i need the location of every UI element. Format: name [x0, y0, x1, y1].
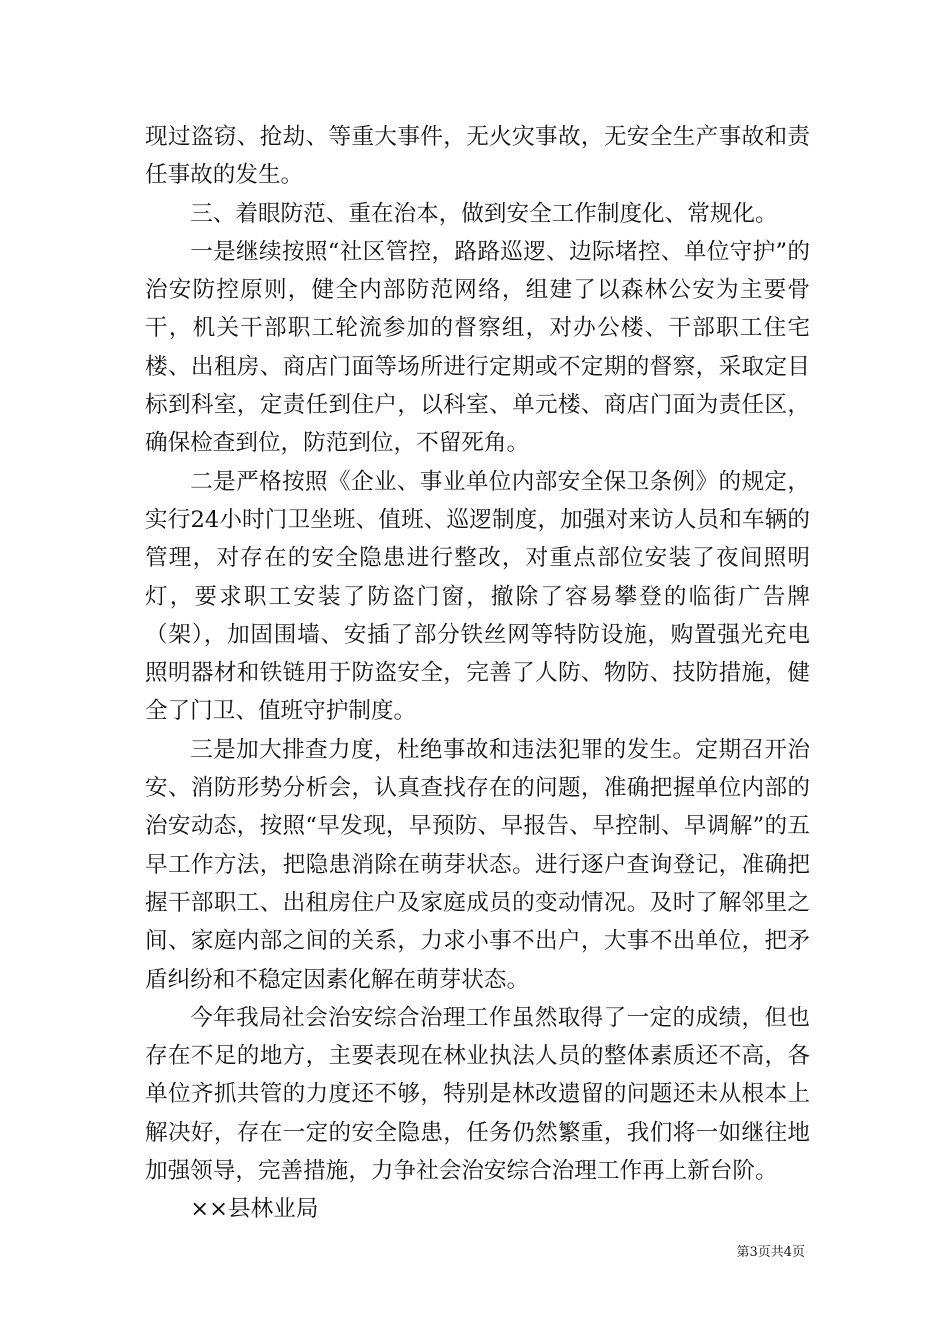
paragraph-summary: 今年我局社会治安综合治理工作虽然取得了一定的成绩，但也存在不足的地方，主要表现在林业执法人员的整体素质还不高，各单位齐抓共管的力度还不够，特别是林改遗留的问题还未从根本上解决好，存在一定的安全隐患，任务仍然繁重，我们将一如继往地加强领导，完善措施，力争社会治安综合治理工作再上新台阶。 [145, 1004, 810, 1185]
signature-organization: ××县林业局 [190, 1196, 319, 1223]
paragraph-1-continuation: 现过盗窃、抢劫、等重大事件，无火灾事故，无安全生产事故和责任事故的发生。 [145, 124, 810, 189]
document-body [145, 118, 810, 1229]
section-heading-3: 三、着眼防范、重在治本，做到安全工作制度化、常规化。 [190, 200, 778, 227]
paragraph-point-3: 三是加大排查力度，杜绝事故和违法犯罪的发生。定期召开治安、消防形势分析会，认真查找存在的问题，准确把握单位内部的治安动态，按照“早发现，早预防、早报告、早控制、早调解”的五早工作方法，把隐患消除在萌芽状态。进行逐户查询登记，准确把握干部职工、出租房住户及家庭成员的变动情况。及时了解邻里之间、家庭内部之间的关系，力求小事不出户，大事不出单位，把矛盾纠纷和不稳定因素化解在萌芽状态。 [145, 736, 810, 993]
paragraph-point-2: 二是严格按照《企业、事业单位内部安全保卫条例》的规定，实行24小时门卫坐班、值班、巡逻制度，加强对来访人员和车辆的管理，对存在的安全隐患进行整改，对重点部位安装了夜间照明灯，要求职工安装了防盗门窗，撤除了容易攀登的临街广告牌（架），加固围墙、安插了部分铁丝网等特防设施，购置强光充电照明器材和铁链用于防盗安全，完善了人防、物防、技防措施，健全了门卫、值班守护制度。 [145, 468, 810, 725]
page-number-footer: 第3页共4页 [736, 1245, 805, 1260]
paragraph-point-1: 一是继续按照“社区管控，路路巡逻、边际堵控、单位守护”的治安防控原则，健全内部防范网络，组建了以森林公安为主要骨干，机关干部职工轮流参加的督察组，对办公楼、干部职工住宅楼、出租房、商店门面等场所进行定期或不定期的督察，采取定目标到科室，定责任到住户，以科室、单元楼、商店门面为责任区，确保检查到位，防范到位，不留死角。 [145, 238, 810, 457]
